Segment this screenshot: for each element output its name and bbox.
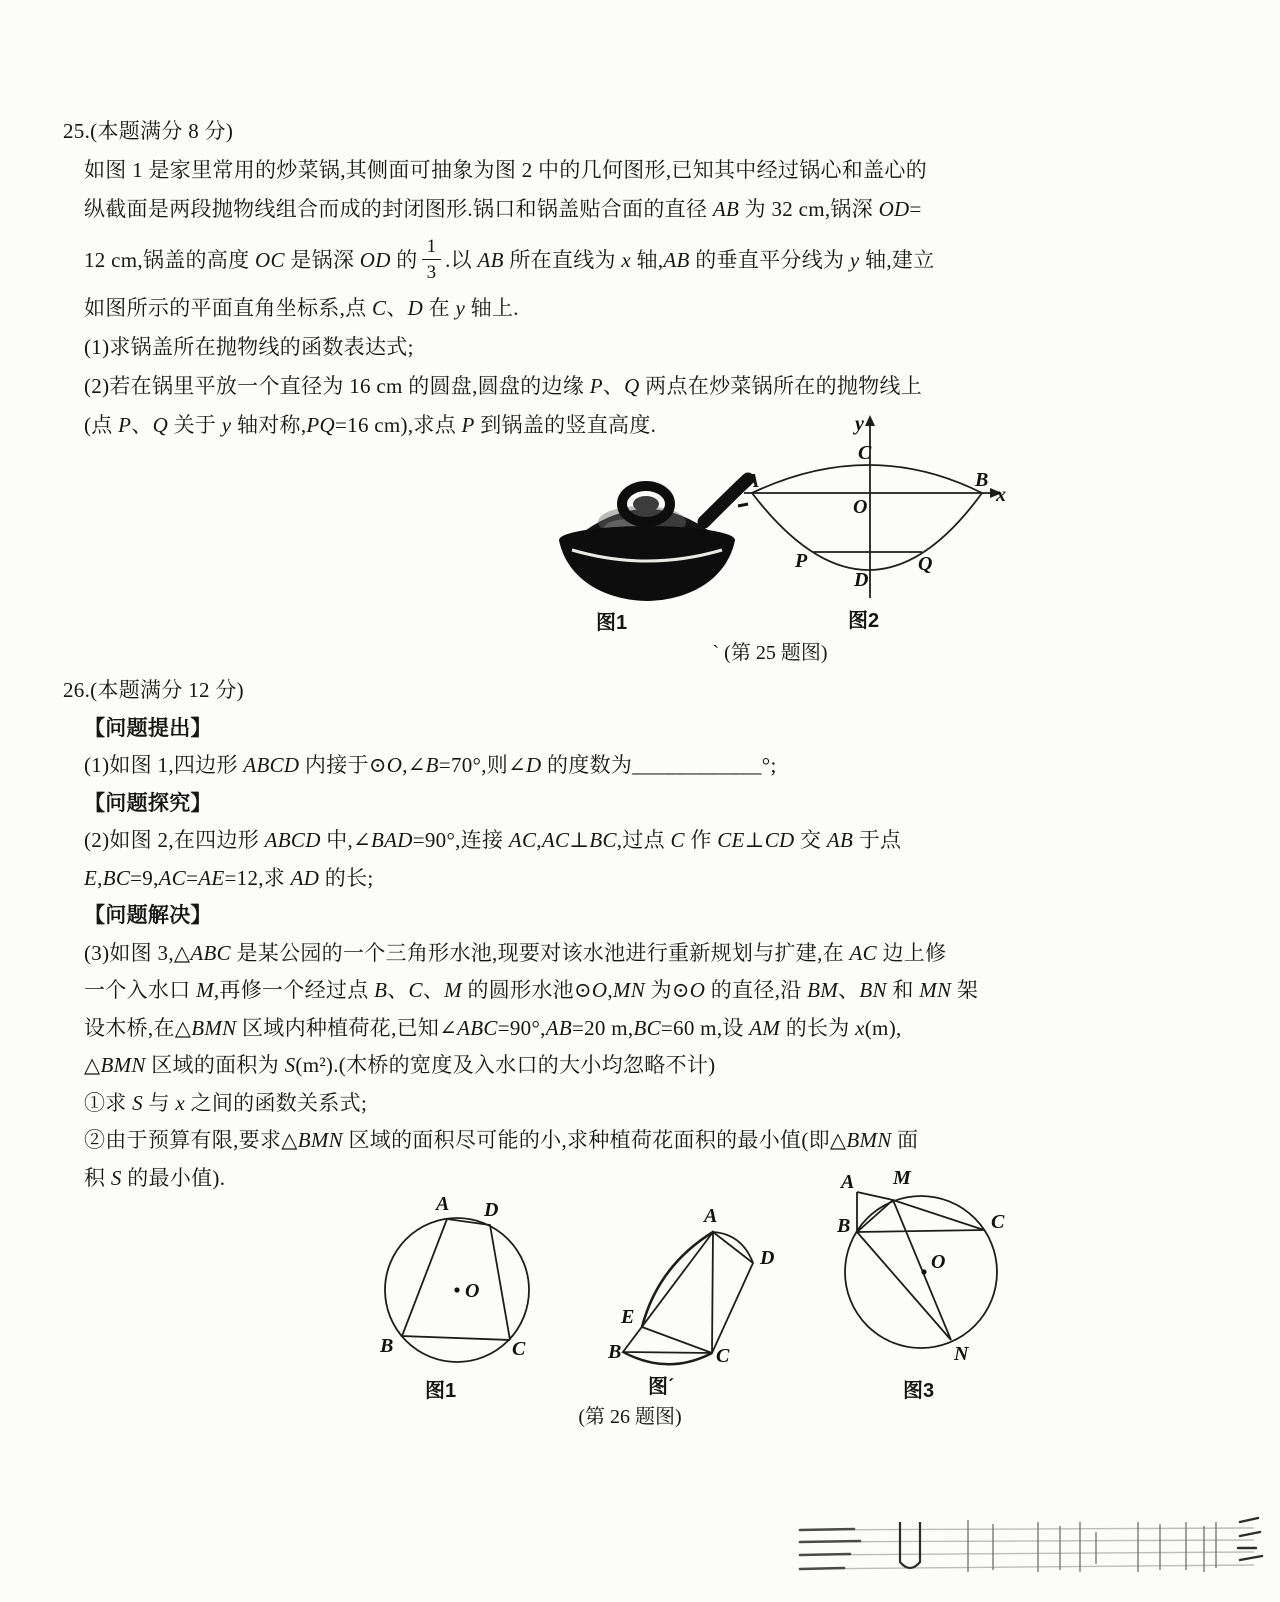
scan-artifact [788,1492,1268,1597]
quadrilateral-with-E-figure [608,1198,788,1383]
point-C-label: C [716,1345,730,1367]
question-item-2: (2)若在锅里平放一个直径为 16 cm 的圆盘,圆盘的边缘 P、Q 两点在炒菜锅所在的抛物线上 [84,374,923,398]
point-N-label: N [954,1343,969,1365]
point-E-label: E [621,1306,635,1328]
question-2-cont: E,BC=9,AC=AE=12,求 AD 的长; [84,865,374,890]
question-item-1: (1)求锅盖所在抛物线的函数表达式; [84,335,414,359]
problem-26-number: 26.(本题满分 12 分) [63,678,244,702]
figure1-caption-26: 图1 [425,1380,457,1402]
subquestion-2-cont: 积 S 的最小值). [84,1165,226,1190]
problem-26 [63,672,978,1197]
triangle-and-chords [857,1192,984,1340]
point-D-label: D [854,569,869,591]
question-1: (1)如图 1,四边形 ABCD 内接于⊙O,∠B=70°,则∠D 的度数为____________°; [84,753,777,777]
problem-25-figure-note: ` (第 25 题图) [712,642,828,664]
center-dot [454,1287,459,1292]
y-axis-arrow [865,415,875,426]
point-B-label: B [975,469,989,491]
circle-BMN-figure [833,1156,1023,1393]
point-M-label: M [893,1167,911,1189]
point-C-label: C [512,1338,526,1360]
question-3-line2: 一个入水口 M,再修一个经过点 B、C、M 的圆形水池⊙O,MN 为⊙O 的直径,沿 BM、BN 和 MN 架 [84,978,979,1002]
origin-O-label: O [853,496,868,518]
question-2: (2)如图 2,在四边形 ABCD 中,∠BAD=90°,连接 AC,AC⊥BC,过点 C 作 CE⊥CD 交 AB 于点 [84,828,902,852]
figure1-caption: 图1 [596,612,628,634]
heading-question-raise: 【问题提出】 [84,716,212,740]
point-A-label: A [746,470,760,492]
fraction-line-pre: 12 cm,锅盖的高度 OC 是锅深 OD 的 [84,248,418,272]
heading-question-explore: 【问题探究】 [84,791,212,815]
figure2-caption-26: 图ˊ [648,1376,675,1398]
text-line-with-fraction [84,229,935,289]
cyclic-quadrilateral-figure [372,1190,547,1380]
problem-25 [63,112,935,445]
x-axis-label: x [996,484,1006,506]
point-A-label: A [704,1205,718,1227]
center-dot [921,1269,926,1274]
point-B-label: B [380,1335,394,1357]
figure2-caption: 图2 [848,610,880,632]
point-A-label: A [436,1193,450,1215]
quadrilateral-ABCD [402,1219,510,1340]
parabola-figure [732,414,1010,611]
fraction-line-post: .以 AB 所在直线为 x 轴,AB 的垂直平分线为 y 轴,建立 [445,248,935,272]
point-A-label: A [841,1171,855,1193]
point-C-label: C [858,442,872,464]
heading-question-solve: 【问题解决】 [84,904,212,927]
question-3-line4: △BMN 区域的面积为 S(m²).(木桥的宽度及入水口的大小均忽略不计) [84,1053,716,1077]
point-C-label: C [991,1211,1005,1233]
point-D-label: D [760,1247,775,1269]
text-line: 如图 1 是家里常用的炒菜锅,其侧面可抽象为图 2 中的几何图形,已知其中经过锅心和盖心的 [84,158,927,182]
subquestion-2: ②由于预算有限,要求△BMN 区域的面积尽可能的小,求种植荷花面积的最小值(即△BMN 面 [84,1128,919,1152]
question-item-2-cont: (点 P、Q 关于 y 轴对称,PQ=16 cm),求点 P 到锅盖的竖直高度. [84,413,657,437]
subquestion-1: ①求 S 与 x 之间的函数关系式; [84,1090,368,1115]
fraction-numerator: 1 [426,235,437,257]
point-D-label: D [484,1199,499,1221]
center-O-label: O [931,1251,946,1273]
point-Q-label: Q [918,553,933,575]
question-3-line3: 设木桥,在△BMN 区域内种植荷花,已知∠ABC=90°,AB=20 m,BC=60 m,设 AM 的长为 x(m), [84,1015,902,1040]
lid-parabola [752,465,982,493]
point-B-label: B [608,1341,622,1363]
point-B-label: B [837,1215,851,1237]
question-3-line1: (3)如图 3,△ABC 是某公园的一个三角形水池,现要对该水池进行重新规划与扩建,在 AC 边上修 [84,940,947,965]
text-line: 纵截面是两段抛物线组合而成的封闭图形.锅口和锅盖贴合面的直径 AB 为 32 cm,锅深 OD= [84,197,922,221]
fraction-one-third [422,237,442,282]
wok-image [542,462,760,612]
problem-26-figure-note: (第 26 题图) [578,1406,682,1428]
bottom-stroke [623,1352,712,1364]
fraction-denominator: 3 [422,259,442,282]
figure3-caption-26: 图3 [903,1380,935,1402]
center-O-label: O [465,1280,480,1302]
problem-25-number: 25.(本题满分 8 分) [63,119,234,143]
y-axis-label: y [855,414,864,435]
point-P-label: P [795,550,808,572]
text-line: 如图所示的平面直角坐标系,点 C、D 在 y 轴上. [84,296,519,320]
